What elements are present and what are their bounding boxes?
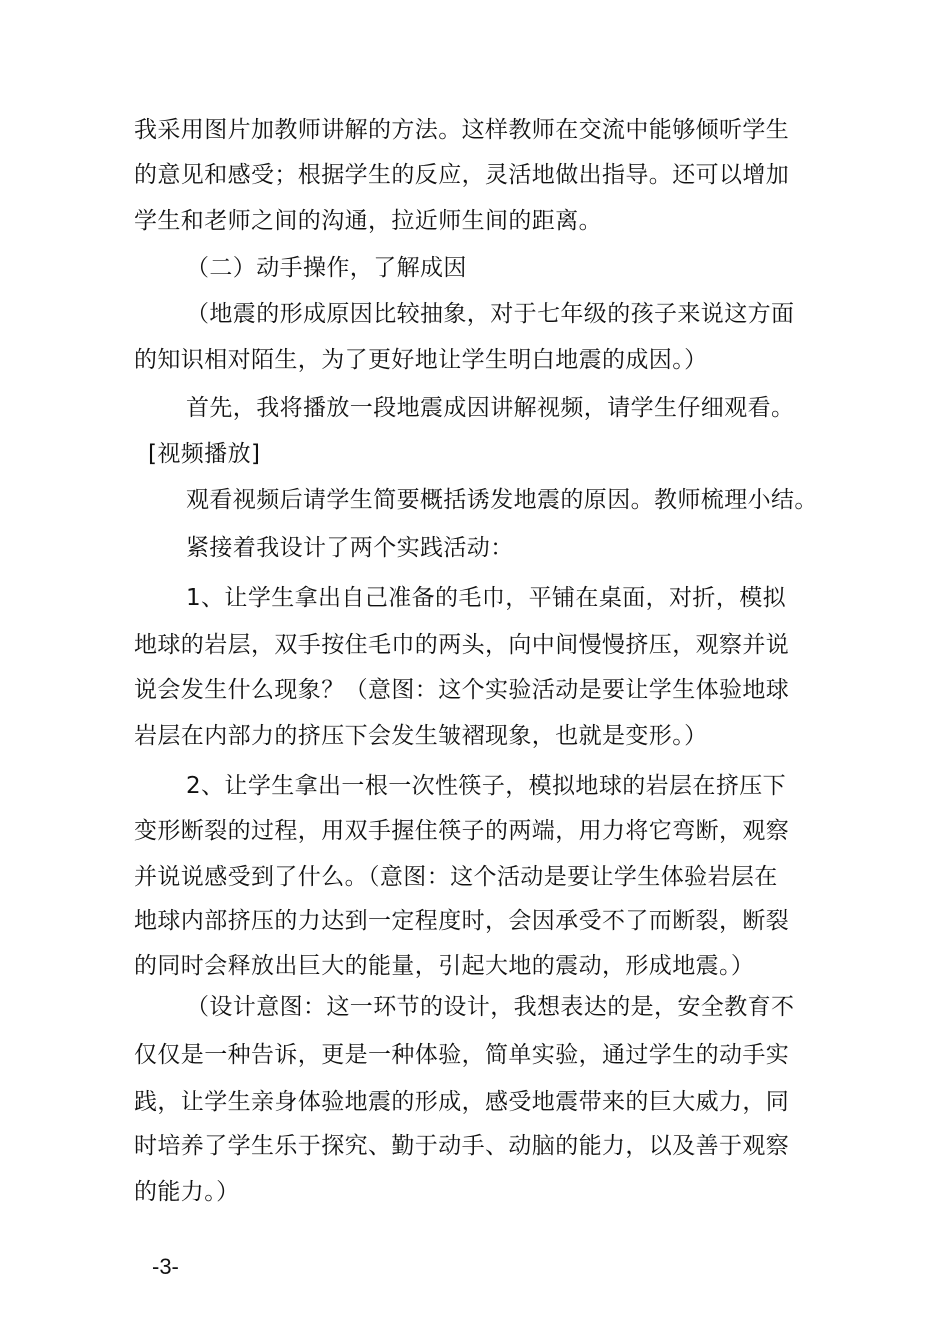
paragraph-line: 说会发生什么现象？（意图：这个实验活动是要让学生体验地球 [134, 677, 790, 703]
paragraph-line: [视频播放] [148, 441, 261, 467]
paragraph-line: 的意见和感受；根据学生的反应，灵活地做出指导。还可以增加 [134, 162, 790, 188]
paragraph-line: 观看视频后请学生简要概括诱发地震的原因。教师梳理小结。 [186, 487, 818, 513]
paragraph-line: （地震的形成原因比较抽象，对于七年级的孩子来说这方面 [186, 301, 795, 327]
paragraph-line: 的同时会释放出巨大的能量，引起大地的震动，形成地震。） [134, 953, 755, 979]
paragraph-line: 地球内部挤压的力达到一定程度时，会因承受不了而断裂，断裂 [134, 908, 790, 934]
paragraph-line: 仅仅是一种告诉，更是一种体验，简单实验，通过学生的动手实 [134, 1042, 790, 1068]
paragraph-line: 时培养了学生乐于探究、勤于动手、动脑的能力，以及善于观察 [134, 1133, 790, 1159]
paragraph-line: 变形断裂的过程，用双手握住筷子的两端，用力将它弯断，观察 [134, 818, 790, 844]
section-heading: （二）动手操作，了解成因 [186, 255, 467, 281]
paragraph-line: 2、让学生拿出一根一次性筷子，模拟地球的岩层在挤压下 [186, 773, 787, 799]
paragraph-line: 并说说感受到了什么。（意图：这个活动是要让学生体验岩层在 [134, 864, 778, 890]
page-number: -3- [152, 1254, 179, 1279]
paragraph-line: 学生和老师之间的沟通，拉近师生间的距离。 [134, 208, 602, 234]
paragraph-line: 首先，我将播放一段地震成因讲解视频，请学生仔细观看。 [186, 395, 795, 421]
paragraph-line: 践，让学生亲身体验地震的形成，感受地震带来的巨大威力，同 [134, 1089, 790, 1115]
paragraph-line: 1、让学生拿出自己准备的毛巾，平铺在桌面，对折，模拟 [186, 585, 787, 611]
paragraph-line: 我采用图片加教师讲解的方法。这样教师在交流中能够倾听学生 [134, 117, 790, 143]
paragraph-line: 地球的岩层，双手按住毛巾的两头，向中间慢慢挤压，观察并说 [134, 632, 790, 658]
paragraph-line: 的知识相对陌生，为了更好地让学生明白地震的成因。） [134, 347, 708, 373]
paragraph-line: 的能力。） [134, 1179, 240, 1205]
paragraph-line: 紧接着我设计了两个实践活动： [186, 535, 514, 561]
paragraph-line: （设计意图：这一环节的设计，我想表达的是，安全教育不 [186, 994, 795, 1020]
paragraph-line: 岩层在内部力的挤压下会发生皱褶现象，也就是变形。） [134, 723, 708, 749]
